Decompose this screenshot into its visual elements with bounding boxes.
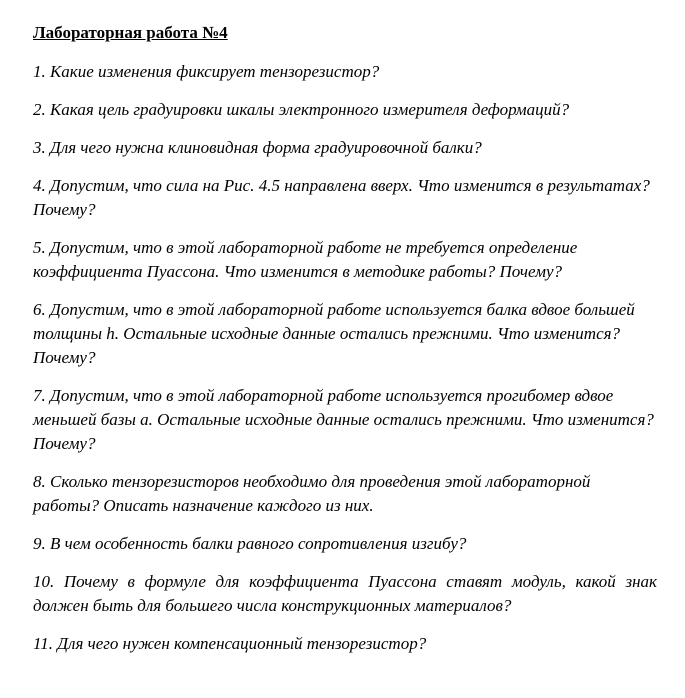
document-page: [33, 22, 657, 670]
question-7: 7. Допустим, что в этой лабораторной работе используется прогибомер вдвое меньшей базы a. Остальные исходные данные остались прежними. Что изменится? Почему?: [33, 386, 654, 453]
question-8: 8. Сколько тензорезисторов необходимо для проведения этой лабораторной работы? Описать назначение каждого из них.: [33, 472, 591, 515]
question-3: 3. Для чего нужна клиновидная форма градуировочной балки?: [33, 138, 482, 157]
document-title: Лабораторная работа №4: [33, 23, 228, 42]
question-5: 5. Допустим, что в этой лабораторной работе не требуется определение коэффициента Пуассона. Что изменится в методике работы? Почему?: [33, 238, 578, 281]
question-9: 9. В чем особенность балки равного сопротивления изгибу?: [33, 534, 467, 553]
question-1: 1. Какие изменения фиксирует тензорезистор?: [33, 62, 380, 81]
question-10: 10. Почему в формуле для коэффициента Пуассона ставят модуль, какой знак должен быть для большего числа конструкционных материалов?: [33, 572, 657, 615]
question-2: 2. Какая цель градуировки шкалы электронного измерителя деформаций?: [33, 100, 570, 119]
question-6: 6. Допустим, что в этой лабораторной работе используется балка вдвое большей толщины h. Остальные исходные данные остались прежними. Что изменится? Почему?: [33, 300, 635, 367]
question-4: 4. Допустим, что сила на Рис. 4.5 направлена вверх. Что изменится в результатах? Почему?: [33, 176, 650, 219]
question-11: 11. Для чего нужен компенсационный тензорезистор?: [33, 634, 427, 653]
